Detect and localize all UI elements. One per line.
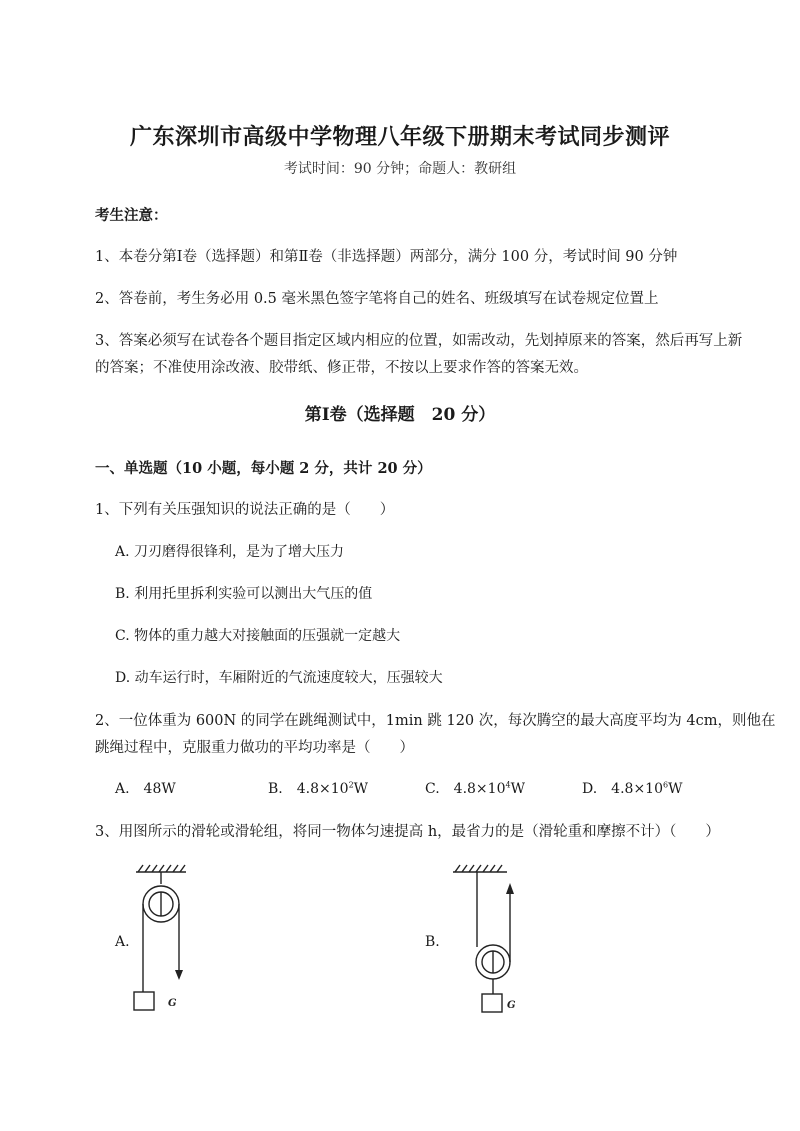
exam-title: 广东深圳市高级中学物理八年级下册期末考试同步测评 — [129, 124, 670, 150]
q2-option-d-exp: 6 — [663, 780, 669, 790]
q2-option-b — [268, 778, 368, 798]
q1-option-b: B. 利用托里拆利实验可以测出大气压的值 — [115, 586, 373, 602]
part-heading: 一、单选题（10 小题，每小题 2 分，共计 20 分） — [95, 460, 432, 477]
notice-item-3: 3、答案必须写在试卷各个题目指定区域内相应的位置，如需改动，先划掉原来的答案，然后再写上新 — [95, 333, 743, 349]
up-arrow-icon — [506, 883, 514, 894]
notice-heading: 考生注意： — [95, 207, 168, 224]
q2-option-c-exp: 4 — [505, 780, 511, 790]
exam-subtitle: 考试时间：90 分钟；命题人：教研组 — [283, 161, 517, 177]
q2-option-d — [582, 778, 682, 798]
q2-option-c-base: C. 4.8×10 — [425, 781, 506, 797]
q2-option-c-unit: W — [510, 781, 525, 797]
q3-figure-a-label: A. — [115, 934, 130, 950]
q2-option-b-unit: W — [353, 781, 369, 797]
ceiling-hatch — [455, 865, 502, 872]
notice-item-1: 1、本卷分第Ⅰ卷（选择题）和第Ⅱ卷（非选择题）两部分，满分 100 分，考试时间 90 分钟 — [95, 249, 678, 265]
q1-option-c: C. 物体的重力越大对接触面的压强就一定越大 — [115, 628, 401, 644]
ceiling-hatch — [138, 865, 185, 872]
q2-stem-line1: 2、一位体重为 600N 的同学在跳绳测试中，1min 跳 120 次，每次腾空的最大高度平均为 4cm，则他在 — [95, 713, 776, 729]
q2-option-d-unit: W — [668, 781, 683, 797]
q1-option-a: A. 刀刃磨得很锋利，是为了增大压力 — [115, 544, 345, 560]
q3-figure-b — [445, 862, 525, 1017]
section-title: 第Ⅰ卷（选择题 20 分） — [304, 405, 496, 425]
q2-stem-line2: 跳绳过程中，克服重力做功的平均功率是（ ） — [95, 740, 414, 756]
q3-stem: 3、用图所示的滑轮或滑轮组，将同一物体匀速提高 h，最省力的是（滑轮重和摩擦不计）（ ） — [95, 824, 720, 840]
q3-figure-b-label: B. — [425, 934, 440, 950]
notice-item-2: 2、答卷前，考生务必用 0.5 毫米黑色签字笔将自己的姓名、班级填写在试卷规定位置上 — [95, 291, 659, 307]
q2-option-c — [425, 778, 525, 798]
down-arrow-icon — [175, 970, 183, 980]
weight-label-b: G — [507, 1000, 516, 1011]
weight-label-a: G — [168, 998, 177, 1009]
weight-block — [134, 992, 154, 1010]
q2-option-b-exp: 2 — [348, 780, 354, 790]
q2-option-a: A. 48W — [115, 781, 176, 797]
q1-option-d: D. 动车运行时，车厢附近的气流速度较大，压强较大 — [115, 670, 443, 686]
q2-option-d-base: D. 4.8×10 — [582, 781, 663, 797]
q2-option-b-base: B. 4.8×10 — [268, 781, 349, 797]
notice-item-3-cont: 的答案；不准使用涂改液、胶带纸、修正带，不按以上要求作答的答案无效。 — [95, 360, 588, 376]
weight-block — [482, 994, 502, 1012]
q3-figure-a — [130, 862, 200, 1017]
q1-stem: 1、下列有关压强知识的说法正确的是（ ） — [95, 502, 395, 518]
